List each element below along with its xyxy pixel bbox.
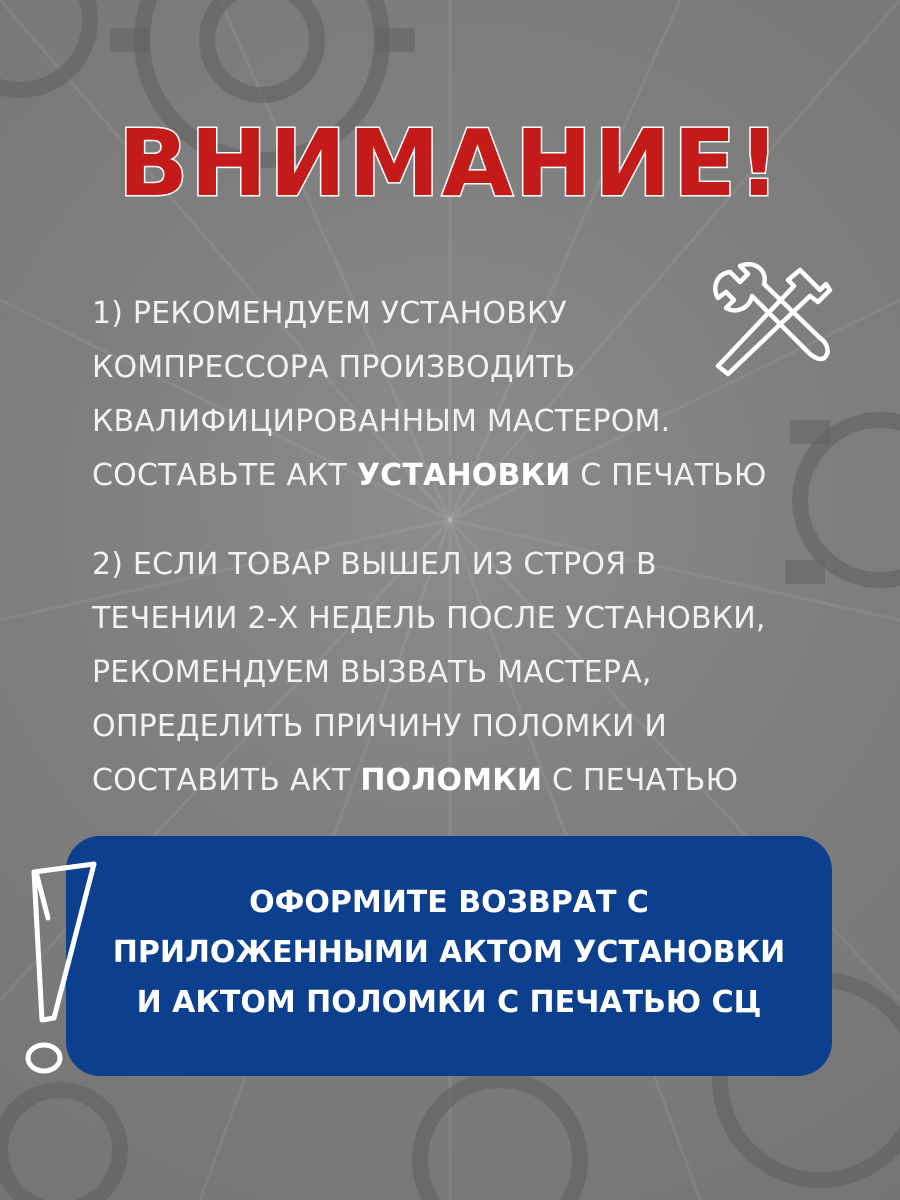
installation-emphasis: УСТАНОВКИ xyxy=(356,458,571,493)
breakdown-line-5-end: С ПЕЧАТЬЮ xyxy=(542,763,739,798)
exclamation-icon xyxy=(14,858,104,1088)
return-notice-text xyxy=(66,878,832,1028)
breakdown-emphasis: ПОЛОМКИ xyxy=(360,763,543,798)
breakdown-line-5-start: СОСТАВИТЬ АКТ xyxy=(92,763,361,798)
installation-line-1: 1) РЕКОМЕНДУЕМ УСТАНОВКУ xyxy=(92,296,567,331)
notice-line-2: ПРИЛОЖЕННЫМИ АКТОМ УСТАНОВКИ xyxy=(112,935,786,970)
breakdown-paragraph xyxy=(92,538,872,808)
installation-line-4-start: СОСТАВЬТЕ АКТ xyxy=(92,458,357,493)
installation-paragraph xyxy=(92,287,872,503)
notice-line-1: ОФОРМИТЕ ВОЗВРАТ С xyxy=(249,885,649,920)
page-title: ВНИМАНИЕ! xyxy=(118,110,782,217)
breakdown-line-4: ОПРЕДЕЛИТЬ ПРИЧИНУ ПОЛОМКИ И xyxy=(92,709,668,744)
return-notice-box xyxy=(66,836,832,1076)
installation-line-2: КОМПРЕССОРА ПРОИЗВОДИТЬ xyxy=(92,350,576,385)
notice-line-3: И АКТОМ ПОЛОМКИ С ПЕЧАТЬЮ СЦ xyxy=(136,985,762,1020)
breakdown-line-1: 2) ЕСЛИ ТОВАР ВЫШЕЛ ИЗ СТРОЯ В xyxy=(92,547,657,582)
breakdown-line-3: РЕКОМЕНДУЕМ ВЫЗВАТЬ МАСТЕРА, xyxy=(92,655,652,690)
installation-line-4-end: С ПЕЧАТЬЮ xyxy=(570,458,767,493)
breakdown-line-2: ТЕЧЕНИИ 2-Х НЕДЕЛЬ ПОСЛЕ УСТАНОВКИ, xyxy=(92,601,766,636)
installation-line-3: КВАЛИФИЦИРОВАННЫМ МАСТЕРОМ. xyxy=(92,404,671,439)
